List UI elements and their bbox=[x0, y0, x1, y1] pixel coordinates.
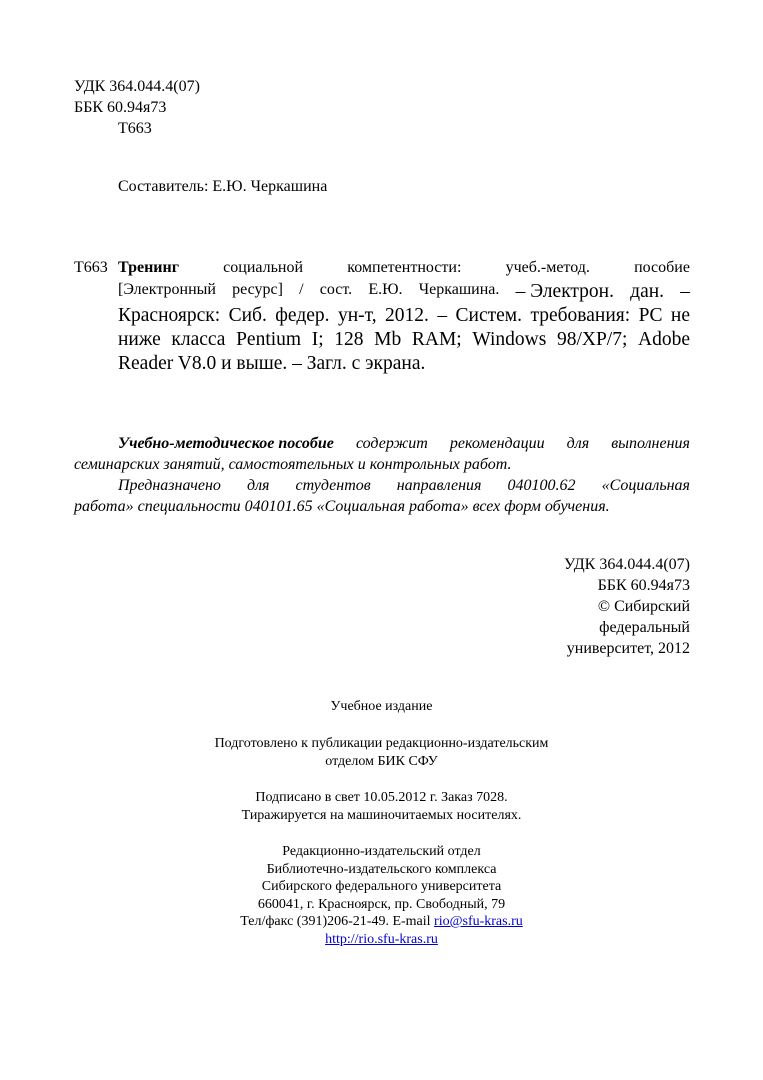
publisher-line-1: Редакционно-издательский отдел bbox=[282, 844, 481, 859]
biblio-word: – Электрон. bbox=[515, 281, 614, 302]
biblio-word: Сиб. bbox=[228, 305, 267, 326]
annotation-word: 040100.62 bbox=[507, 477, 576, 494]
biblio-row-4 bbox=[118, 329, 690, 353]
biblio-word: – bbox=[680, 281, 690, 302]
biblio-row-5: Reader V8.0 и выше. – Загл. с экрана. bbox=[118, 353, 426, 374]
biblio-word: 2012. bbox=[385, 305, 429, 326]
biblio-word: сост. bbox=[319, 281, 353, 298]
biblio-author-mark: Т663 bbox=[74, 259, 108, 276]
publisher-block bbox=[0, 843, 763, 948]
copyright-line-1: © Сибирский bbox=[597, 598, 690, 615]
biblio-row-2 bbox=[118, 281, 690, 305]
publisher-line-3: Сибирского федерального университета bbox=[261, 879, 502, 894]
address-line: 660041, г. Красноярск, пр. Свободный, 79 bbox=[257, 896, 506, 912]
biblio-word: дан. bbox=[630, 281, 665, 302]
annotation-word: выполнения bbox=[611, 435, 690, 452]
compiler-line: Составитель: Е.Ю. Черкашина bbox=[118, 178, 328, 195]
biblio-word: ниже bbox=[118, 329, 161, 350]
biblio-word: Pentium bbox=[236, 329, 302, 350]
biblio-title: Тренинг bbox=[118, 259, 179, 276]
website-line bbox=[0, 931, 763, 949]
annotation-word: содержит bbox=[355, 435, 428, 452]
annotation-word: для bbox=[566, 435, 590, 452]
copyright-line-3: университет, 2012 bbox=[566, 640, 690, 657]
biblio-row-3 bbox=[118, 305, 690, 329]
author-mark-top: Т663 bbox=[118, 120, 152, 137]
prepared-line-1: Подготовлено к публикации редакционно-издательским bbox=[214, 736, 549, 751]
classification-top bbox=[74, 76, 200, 139]
biblio-word: социальной bbox=[223, 259, 304, 276]
biblio-word: 128 bbox=[334, 329, 364, 350]
udk-code-top: УДК 364.044.4(07) bbox=[74, 78, 200, 95]
biblio-word: учеб.-метод. bbox=[505, 259, 590, 276]
signed-line: Подписано в свет 10.05.2012 г. Заказ 7028. bbox=[255, 790, 508, 805]
contact-line bbox=[0, 913, 763, 931]
prepared-line-2: отделом БИК СФУ bbox=[325, 753, 438, 769]
biblio-word: компетентности: bbox=[347, 259, 462, 276]
biblio-word: / bbox=[299, 281, 304, 298]
annotation-word: рекомендации bbox=[449, 435, 545, 452]
email-link[interactable]: rio@sfu-kras.ru bbox=[434, 914, 523, 929]
biblio-word: Красноярск: bbox=[118, 305, 221, 326]
biblio-word: класса bbox=[171, 329, 226, 350]
biblio-word: – bbox=[437, 305, 448, 326]
biblio-word: ун-т, bbox=[337, 305, 377, 326]
annotation-row-1 bbox=[74, 433, 690, 454]
annotation-row-2: семинарских занятий, самостоятельных и контрольных работ. bbox=[74, 456, 512, 473]
bbk-code-top: ББК 60.94я73 bbox=[74, 99, 167, 116]
phone-text: Тел/факс (391)206-21-49. E-mail bbox=[240, 914, 435, 929]
annotation-row-4: работа» специальности 040101.65 «Социальная работа» всех форм обучения. bbox=[74, 498, 610, 515]
biblio-word: [Электронный bbox=[118, 281, 216, 298]
biblio-word: Черкашина. bbox=[418, 281, 500, 298]
website-link[interactable]: http://rio.sfu-kras.ru bbox=[325, 931, 438, 947]
biblio-word: ресурс] bbox=[232, 281, 283, 298]
edition-type: Учебное издание bbox=[330, 699, 433, 714]
annotation-word: Предназначено bbox=[118, 477, 221, 494]
annotation-word: направления bbox=[396, 477, 482, 494]
biblio-word: федер. bbox=[275, 305, 330, 326]
annotation-word: «Социальная bbox=[601, 477, 690, 494]
publisher-line-2: Библиотечно-издательского комплекса bbox=[266, 861, 497, 877]
classification-bottom bbox=[564, 554, 690, 659]
biblio-word: PC bbox=[638, 305, 663, 326]
biblio-word: требования: bbox=[530, 305, 631, 326]
biblio-row-1 bbox=[118, 259, 690, 281]
biblio-word: Adobe bbox=[638, 329, 690, 350]
biblio-word: пособие bbox=[634, 259, 690, 276]
biblio-word: не bbox=[670, 305, 690, 326]
biblio-word: RAM; bbox=[411, 329, 462, 350]
copyright-line-2: федеральный bbox=[599, 619, 690, 636]
annotation-lead: Учебно-методическое пособие bbox=[118, 435, 334, 452]
annotation-word: для bbox=[246, 477, 270, 494]
biblio-word: Mb bbox=[374, 329, 402, 350]
udk-code-bottom: УДК 364.044.4(07) bbox=[564, 556, 690, 573]
biblio-word: I; bbox=[311, 329, 324, 350]
biblio-description bbox=[118, 259, 690, 377]
biblio-word: 98/XP/7; bbox=[556, 329, 628, 350]
replicated-line: Тиражируется на машиночитаемых носителях. bbox=[241, 807, 522, 823]
annotation-word: студентов bbox=[295, 477, 371, 494]
publication-details bbox=[0, 789, 763, 824]
prepared-for-publication bbox=[0, 735, 763, 770]
annotation-row-3 bbox=[74, 475, 690, 496]
biblio-word: Windows bbox=[472, 329, 547, 350]
biblio-word: Е.Ю. bbox=[368, 281, 403, 298]
biblio-word: Систем. bbox=[455, 305, 523, 326]
bbk-code-bottom: ББК 60.94я73 bbox=[597, 577, 690, 594]
annotation-block bbox=[74, 433, 690, 517]
